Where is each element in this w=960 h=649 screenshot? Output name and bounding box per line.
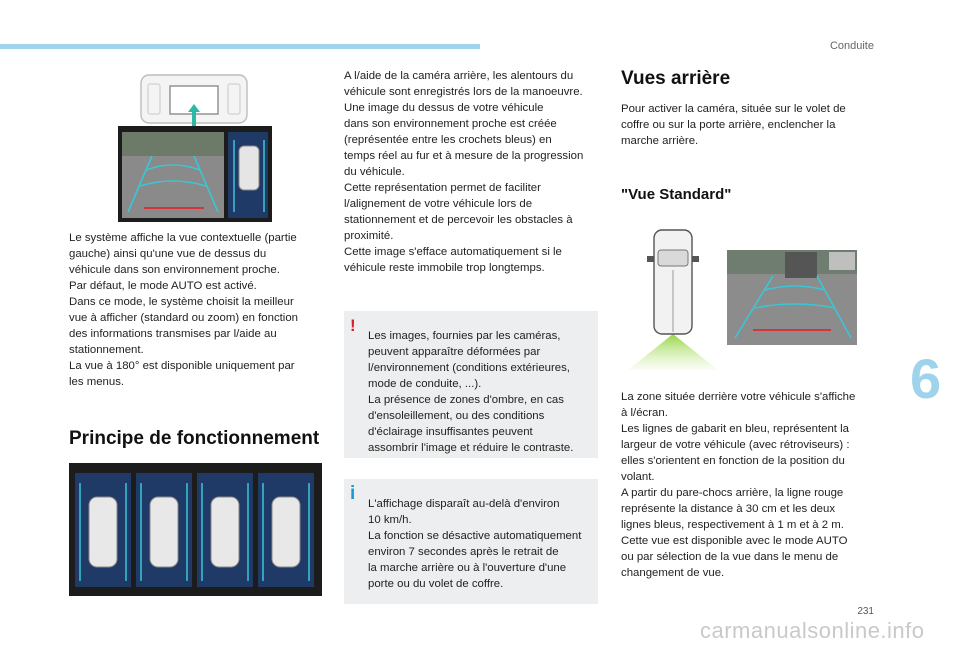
standard-view-paragraph: La zone située derrière votre véhicule s'affiche à l/écran. Les lignes de gabarit en bleu, représentent la largeur de votre véhicule (avec rétroviseurs) : elles s'orientent en fonction de la position du volant. A partir du pare-chocs arrière, la ligne rouge représente la distance à 30 cm et les deux lignes bleus, respectivement à 1 m et à 2 m. Cette vue est disponible avec le mode AUTO ou par sélection de la vue dans le menu de changement de vue. (621, 391, 856, 579)
screen-pointer-arrow (188, 104, 200, 128)
warning-callout (344, 311, 598, 458)
rear-camera-paragraph: A l/aide de la caméra arrière, les alentours du véhicule sont enregistrés lors de la manoeuvre. Une image du dessus de votre véhicule dans son environnement proche est créée (représentée entre les crochets bleus) en temps réel au fur et à mesure de la progression du véhicule. Cette représentation permet de faciliter l/alignement de votre véhicule lors de stationnement et de percevoir les obstacles à proximité. Cette image s'efface automatiquement si le véhicule reste immobile trop longtemps. (344, 70, 584, 274)
info-text: L'affichage disparaît au-delà d'environ 10 km/h. La fonction se désactive automatiquement environ 7 secondes après le retrait de la marche arrière ou à l'ouverture d'une porte ou du volet de coffre. (368, 498, 582, 591)
section-heading-operating-principle: Principe de fonctionnement (69, 428, 320, 449)
section-title: Conduite (829, 40, 874, 52)
standard-view-heading: "Vue Standard" (621, 186, 732, 203)
vehicle-top-view-illustration (622, 226, 724, 370)
info-icon: i (350, 483, 356, 504)
warning-icon: ! (350, 316, 356, 335)
top-view-sequence-image (69, 463, 322, 596)
info-callout (344, 479, 598, 604)
page-number: 231 (857, 606, 874, 617)
camera-display-image (118, 126, 272, 222)
section-heading-rear-views: Vues arrière (621, 68, 731, 89)
standard-view-camera-image (727, 250, 857, 345)
rear-views-intro: Pour activer la caméra, située sur le volet de coffre ou sur la porte arrière, enclencher la marche arrière. (621, 103, 846, 147)
watermark-text: carmanualsonline.info (700, 618, 925, 643)
contextual-view-paragraph: Le système affiche la vue contextuelle (partie gauche) ainsi qu'une vue de dessus du véhicule dans son environnement proche. Par défaut, le mode AUTO est activé. Dans ce mode, le système choisit la meilleur vue à afficher (standard ou zoom) en fonction des informations transmises par l/aide au stationnement. La vue à 180° est disponible uniquement par les menus. (69, 232, 299, 388)
header-accent-bar (0, 44, 480, 49)
warning-text: Les images, fournies par les caméras, peuvent apparaître déformées par l/environnement (conditions extérieures, mode de conduite, ...). La présence de zones d'ombre, en cas d'ensoleillement, ou des conditions d'éclairage insuffisantes peuvent assombrir l'image et réduire le contraste. (368, 330, 574, 455)
chapter-number: 6 (910, 338, 960, 418)
